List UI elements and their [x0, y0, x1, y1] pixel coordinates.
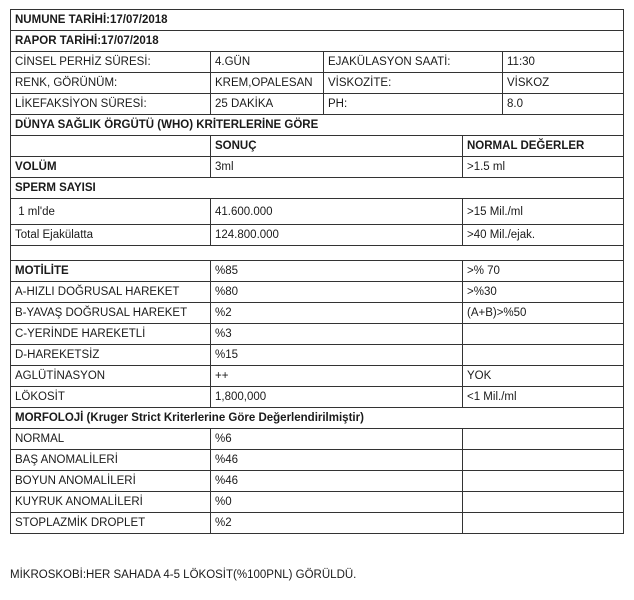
sperm-normal: >40 Mil./ejak. — [463, 225, 624, 246]
microscopy-note: MİKROSKOBİ:HER SAHADA 4-5 LÖKOSİT(%100PNL) GÖRÜLDÜ. — [10, 569, 357, 581]
numune-date: NUMUNE TARİHİ:17/07/2018 — [11, 10, 624, 31]
row-label: AGLÜTİNASYON — [11, 366, 211, 387]
row-normal — [463, 345, 624, 366]
info-value: 4.GÜN — [211, 52, 324, 73]
row-label: B-YAVAŞ DOĞRUSAL HAREKET — [11, 303, 211, 324]
motility-label: MOTİLİTE — [11, 261, 211, 282]
morphology-row — [11, 471, 624, 492]
morphology-row — [11, 450, 624, 471]
sperm-value: 124.800.000 — [211, 225, 463, 246]
info-label: VİSKOZİTE: — [324, 73, 503, 94]
report-date-row — [11, 31, 624, 52]
report-date: RAPOR TARİHİ:17/07/2018 — [11, 31, 624, 52]
sperm-row — [11, 199, 624, 225]
volume-row — [11, 157, 624, 178]
info-value: 25 DAKİKA — [211, 94, 324, 115]
info-row — [11, 94, 624, 115]
info-value: 8.0 — [503, 94, 624, 115]
morphology-row — [11, 429, 624, 450]
spacer-cell — [11, 246, 624, 261]
sperm-row — [11, 225, 624, 246]
volume-value: 3ml — [211, 157, 463, 178]
sperm-header-row — [11, 178, 624, 199]
info-label: PH: — [324, 94, 503, 115]
row-normal: (A+B)>%50 — [463, 303, 624, 324]
row-normal — [463, 450, 624, 471]
row-normal — [463, 513, 624, 534]
row-label: NORMAL — [11, 429, 211, 450]
info-label: RENK, GÖRÜNÜM: — [11, 73, 211, 94]
motility-sub-row — [11, 345, 624, 366]
info-label: EJAKÜLASYON SAATİ: — [324, 52, 503, 73]
row-label: BOYUN ANOMALİLERİ — [11, 471, 211, 492]
empty-cell — [11, 136, 211, 157]
sperm-label: Total Ejakülatta — [11, 225, 211, 246]
row-value: %2 — [211, 303, 463, 324]
info-value: VİSKOZ — [503, 73, 624, 94]
morphology-header: MORFOLOJİ (Kruger Strict Kriterlerine Göre Değerlendirilmiştir) — [11, 408, 624, 429]
sperm-label: 1 ml'de — [11, 199, 211, 225]
row-value: %46 — [211, 471, 463, 492]
row-normal — [463, 471, 624, 492]
row-label: STOPLAZMİK DROPLET — [11, 513, 211, 534]
morphology-row — [11, 492, 624, 513]
motility-sub-row — [11, 282, 624, 303]
sperm-header: SPERM SAYISI — [11, 178, 624, 199]
row-label: D-HAREKETSİZ — [11, 345, 211, 366]
info-row — [11, 73, 624, 94]
row-value: %80 — [211, 282, 463, 303]
who-header: DÜNYA SAĞLIK ÖRGÜTÜ (WHO) KRİTERLERİNE GÖRE — [11, 115, 624, 136]
motility-normal: >% 70 — [463, 261, 624, 282]
row-normal — [463, 492, 624, 513]
row-value: %0 — [211, 492, 463, 513]
row-value: %6 — [211, 429, 463, 450]
row-value: ++ — [211, 366, 463, 387]
row-normal — [463, 429, 624, 450]
info-row — [11, 52, 624, 73]
motility-value: %85 — [211, 261, 463, 282]
info-label: LİKEFAKSİYON SÜRESİ: — [11, 94, 211, 115]
info-label: CİNSEL PERHİZ SÜRESİ: — [11, 52, 211, 73]
row-label: C-YERİNDE HAREKETLİ — [11, 324, 211, 345]
who-header-row — [11, 115, 624, 136]
row-value: %15 — [211, 345, 463, 366]
spacer-row — [11, 246, 624, 261]
sperm-normal: >15 Mil./ml — [463, 199, 624, 225]
info-value: 11:30 — [503, 52, 624, 73]
motility-sub-row — [11, 324, 624, 345]
sperm-value: 41.600.000 — [211, 199, 463, 225]
column-header-row — [11, 136, 624, 157]
semen-analysis-table — [10, 9, 624, 534]
row-value: 1,800,000 — [211, 387, 463, 408]
row-label: A-HIZLI DOĞRUSAL HAREKET — [11, 282, 211, 303]
info-value: KREM,OPALESAN — [211, 73, 324, 94]
motility-sub-row — [11, 303, 624, 324]
row-label: BAŞ ANOMALİLERİ — [11, 450, 211, 471]
row-label: KUYRUK ANOMALİLERİ — [11, 492, 211, 513]
morphology-row — [11, 513, 624, 534]
morphology-header-row — [11, 408, 624, 429]
row-normal: YOK — [463, 366, 624, 387]
normal-header: NORMAL DEĞERLER — [463, 136, 624, 157]
volume-normal: >1.5 ml — [463, 157, 624, 178]
row-normal: <1 Mil./ml — [463, 387, 624, 408]
row-value: %2 — [211, 513, 463, 534]
row-value: %3 — [211, 324, 463, 345]
numune-date-row — [11, 10, 624, 31]
motility-sub-row — [11, 387, 624, 408]
result-header: SONUÇ — [211, 136, 463, 157]
volume-label: VOLÜM — [11, 157, 211, 178]
row-label: LÖKOSİT — [11, 387, 211, 408]
motility-row — [11, 261, 624, 282]
row-normal — [463, 324, 624, 345]
motility-sub-row — [11, 366, 624, 387]
row-normal: >%30 — [463, 282, 624, 303]
row-value: %46 — [211, 450, 463, 471]
